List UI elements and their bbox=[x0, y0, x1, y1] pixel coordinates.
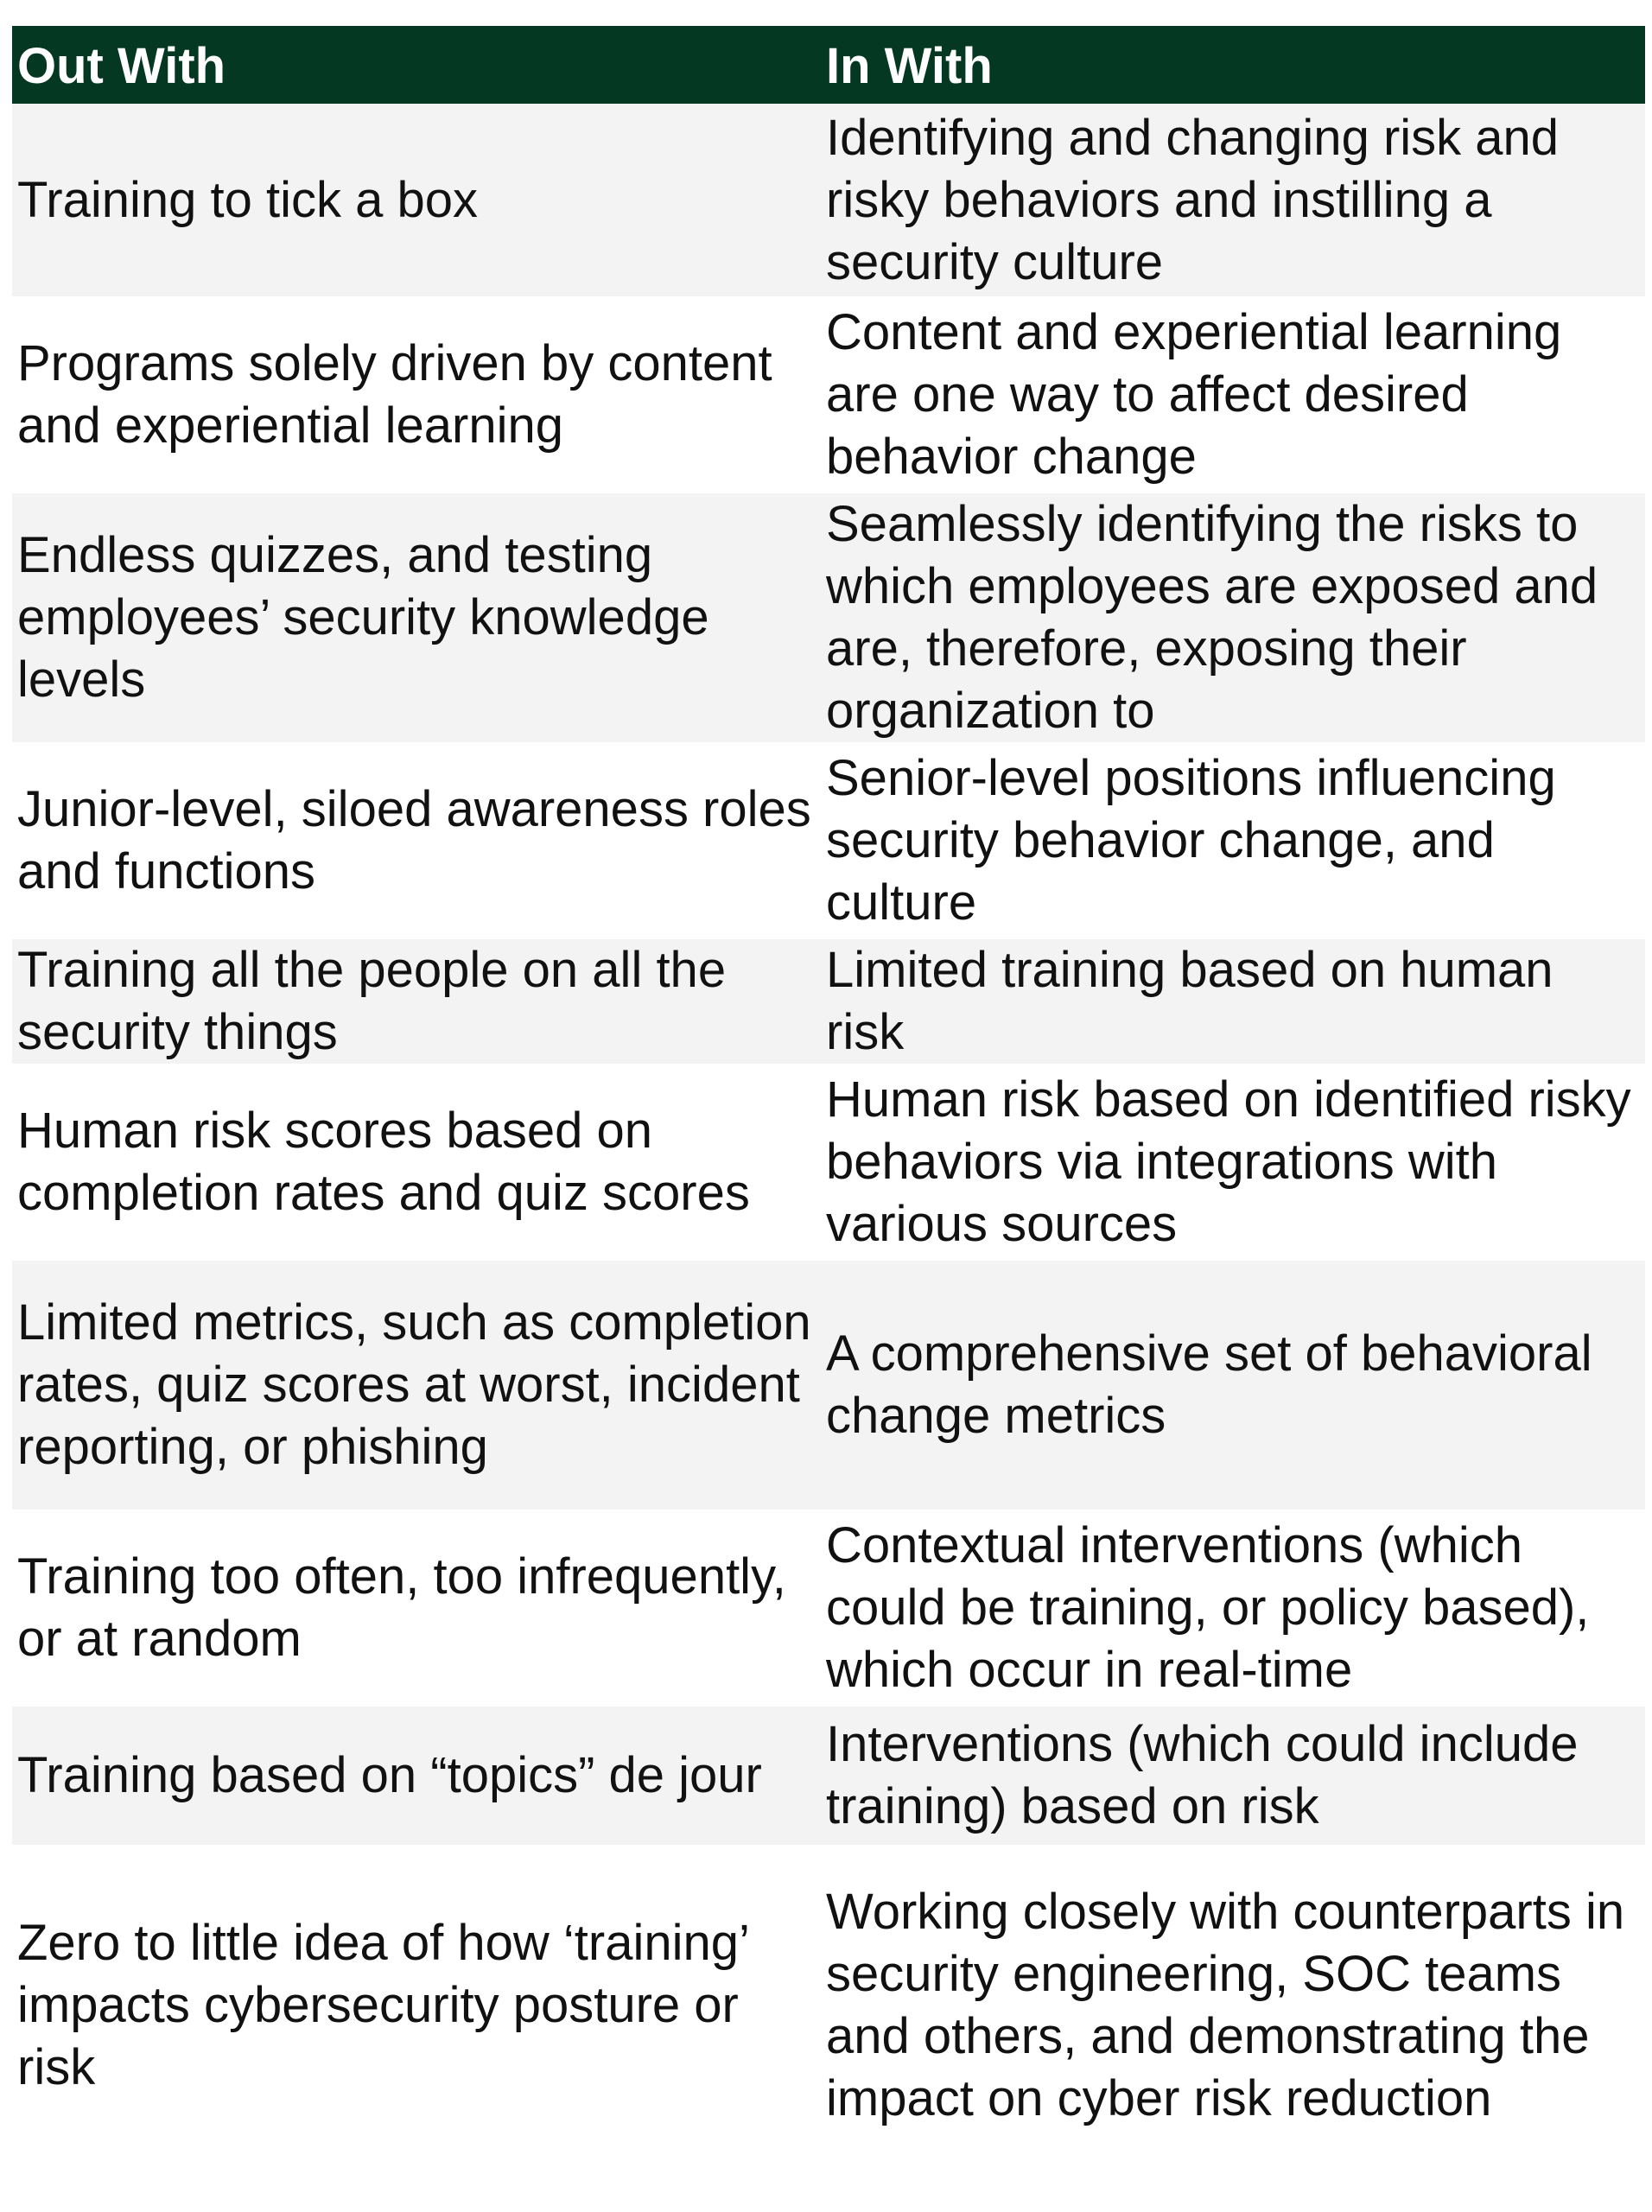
table-row bbox=[12, 745, 1645, 937]
in-with-cell: Seamlessly identifying the risks to which employees are exposed and are, therefore, exposing their organization to bbox=[821, 491, 1645, 745]
out-with-cell: Endless quizzes, and testing employees’ security knowledge levels bbox=[12, 491, 821, 745]
table-row bbox=[12, 1847, 1645, 2164]
table-header bbox=[12, 26, 1645, 104]
out-with-cell: Limited metrics, such as completion rates, quiz scores at worst, incident reporting, or phishing bbox=[12, 1258, 821, 1512]
comparison-table-container bbox=[12, 26, 1645, 2166]
out-with-cell: Training to tick a box bbox=[12, 104, 821, 299]
in-with-cell: Content and experiential learning are one way to affect desired behavior change bbox=[821, 299, 1645, 491]
out-with-cell: Human risk scores based on completion rates and quiz scores bbox=[12, 1066, 821, 1258]
table-row bbox=[12, 1258, 1645, 1512]
in-with-cell: Identifying and changing risk and risky behaviors and instilling a security culture bbox=[821, 104, 1645, 299]
table-row bbox=[12, 299, 1645, 491]
table-row bbox=[12, 1512, 1645, 1704]
in-with-cell: Limited training based on human risk bbox=[821, 937, 1645, 1066]
header-out-with: Out With bbox=[12, 26, 821, 104]
out-with-cell: Training too often, too infrequently, or at random bbox=[12, 1512, 821, 1704]
in-with-cell: Human risk based on identified risky behaviors via integrations with various sources bbox=[821, 1066, 1645, 1258]
table-body bbox=[12, 104, 1645, 2164]
table-row bbox=[12, 491, 1645, 745]
in-with-cell: Contextual interventions (which could be training, or policy based), which occur in real-time bbox=[821, 1512, 1645, 1704]
comparison-table bbox=[12, 26, 1645, 2166]
table-row bbox=[12, 104, 1645, 299]
header-row bbox=[12, 26, 1645, 104]
in-with-cell: Working closely with counterparts in security engineering, SOC teams and others, and demonstrating the impact on cyber risk reduction bbox=[821, 1847, 1645, 2164]
out-with-cell: Training all the people on all the security things bbox=[12, 937, 821, 1066]
table-row bbox=[12, 1066, 1645, 1258]
out-with-cell: Zero to little idea of how ‘training’ impacts cybersecurity posture or risk bbox=[12, 1847, 821, 2164]
table-row bbox=[12, 1704, 1645, 1847]
in-with-cell: Senior-level positions influencing security behavior change, and culture bbox=[821, 745, 1645, 937]
in-with-cell: Interventions (which could include training) based on risk bbox=[821, 1704, 1645, 1847]
out-with-cell: Programs solely driven by content and experiential learning bbox=[12, 299, 821, 491]
table-row bbox=[12, 937, 1645, 1066]
header-in-with: In With bbox=[821, 26, 1645, 104]
out-with-cell: Junior-level, siloed awareness roles and functions bbox=[12, 745, 821, 937]
in-with-cell: A comprehensive set of behavioral change metrics bbox=[821, 1258, 1645, 1512]
out-with-cell: Training based on “topics” de jour bbox=[12, 1704, 821, 1847]
